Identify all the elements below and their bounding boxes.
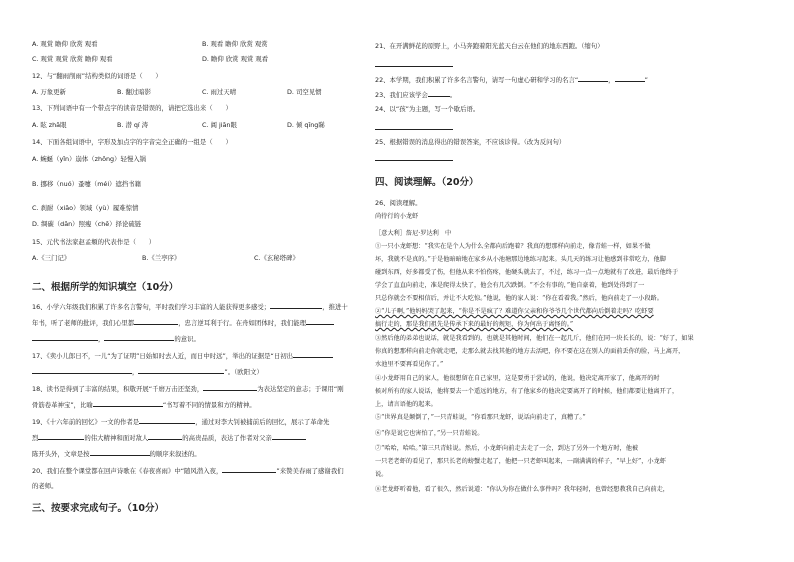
q19-line1: 19、《十六年前的回忆》一文的作者是 ，通过对李大钊被捕前后的回忆，展示了革命先 [32, 418, 330, 426]
answer-blank[interactable] [375, 60, 453, 67]
paragraph-1-line4: 学会了直直向前走，准是爬得太快了，他会有几次跌倒。“不会有事的，”他自豪着，他到处得到了一 [375, 282, 645, 289]
q24-stem: 24、以“孩”为主题，写一个歇后语。 [375, 105, 480, 113]
q16-line3: ， 的意识。 [32, 334, 200, 343]
q14-option-d: D. 绸碳（dān）照瘦（chē）择论硫链 [32, 220, 142, 228]
q14-option-a: A. 蜿蜒（yǐn）崩体（zhōng）轻慢入锅 [32, 155, 147, 163]
paragraph-1-line5: 只总你就会不要相信后，并让不大吃惊。”他说，他的家人说：“你在看着我。”然后，他向前走了一小段路。 [375, 295, 663, 302]
story-author: ［意大利］詹尼·罗达利 中 [375, 230, 452, 237]
option-c: C. 观赏 观赏 欣赏 瞻仰 观看 [32, 55, 113, 63]
blank[interactable] [222, 466, 276, 473]
q14-option-c: C. 刹耐（xiāo）领域（yù）履难惊情 [32, 204, 139, 212]
q19-line3: 陈开头外，文章是按 的顺序来叙述的。 [32, 450, 201, 458]
blank[interactable] [38, 433, 84, 440]
blank[interactable] [32, 367, 132, 374]
q14-stem: 14、下面各组词语中，字形及加点字的字音完全正确的一组是（ ） [32, 138, 232, 146]
q13-stem: 13、下列词语中有一个带点字的读音是错误的，请把它选出来（ ） [32, 104, 232, 112]
blank[interactable] [615, 75, 645, 82]
q15-stem: 15、元代书法家赵孟頫的代表作是（ ） [32, 238, 156, 246]
option-a: A. 万象更新 [32, 88, 66, 96]
paragraph-3-line3: 水池里不要再看见你了。” [375, 361, 444, 368]
q17-line2: ， ”。（欧阳文） [32, 367, 263, 376]
answer-blank[interactable] [375, 154, 453, 161]
q22-stem: 22、本学期，我们积累了许多名言警句，请写一句虚心研和学习的名言“ ， ” [375, 76, 648, 84]
blank[interactable] [139, 417, 195, 424]
story-title: 尚待行的小龙虾 [375, 213, 419, 220]
paragraph-3-line2: 你真的想那样向前走你就走吧，走那么就去找其他的地方去活吧，你不要在这在别人的面前丢你的脸，马上离开， [375, 348, 685, 355]
blank[interactable] [306, 318, 334, 325]
q20-line2: 的老师。 [32, 482, 58, 490]
option-c: C. 雨过天晴 [202, 88, 237, 96]
q21-answer-line [375, 60, 453, 69]
option-b: B. 翻过暗影 [117, 88, 152, 96]
blank[interactable] [272, 433, 306, 440]
blank[interactable] [148, 433, 182, 440]
option-c: C.《玄秘塔碑》 [254, 254, 299, 262]
paragraph-7-line2: 一只老老虾的看见了，那只长老的螃蟹走起了，他把一只老虾叫起来，一副满满的样子，“早上好”，小龙虾 [375, 458, 666, 465]
option-b: B.《兰亭序》 [142, 254, 181, 262]
option-b: B. 潜 qí 涛 [117, 121, 149, 129]
paragraph-4-line3: 上，请言语他的起来。 [375, 401, 437, 408]
q14-option-b: B. 挪移（nuó）蚤嚏（méi）遮挡书籍 [32, 180, 142, 188]
paragraph-1-line1: ①一只小龙虾想：“我实在是个人为什么全都向后跑着？我真的想那样向前走，像青蛙一样，如果不做 [375, 243, 651, 250]
blank[interactable] [203, 384, 257, 391]
blank[interactable] [293, 351, 333, 358]
paragraph-5: ⑤“世界真是颠倒了，”一只青蛙说，“你看那只龙虾，说话向前走了，真糟了。” [375, 414, 586, 421]
q18-line2: 骨筋卷革神宝”，比喻 “书写着不同的情景和方的精神。 [32, 401, 256, 409]
q23-stem: 23、我们应该学会 。 [375, 91, 457, 99]
blank[interactable] [32, 334, 98, 341]
paragraph-1-line3: 碰到东西，好多都受了伤，但他从来不怕伤疼，他硬头就去了，不过，练习一点一点地就有了改进，最后他终于 [375, 269, 679, 276]
paragraph-8-line1: ⑧老龙虾听着他，看了很久，然后说道：“你认为你在做什么事件吗？我年轻时，也曾经想教我自己向前走， [375, 486, 669, 493]
q26-stem: 26、阅读理解。 [375, 199, 422, 207]
paragraph-1-line2: 坏，我就不是真的。”于是他暗暗地在家乡从小池塘那边地练习起来。头几天的练习让他感到非常吃力，他脚 [375, 256, 666, 263]
blank[interactable] [270, 302, 322, 309]
q16-line2: 年书，听了老师的批评，我们心里都 ，忠言逆耳利于行。在舟如团体时，我们能理 [32, 318, 334, 327]
q25-answer-line [375, 154, 453, 163]
option-a: A. 眩 zhā眼 [32, 121, 67, 129]
section-3-title: 三、按要求完成句子。（10分） [32, 503, 164, 514]
section-2-title: 二、根据所学的知识填空（10分） [32, 282, 179, 293]
option-d: D. 瞻仰 欣赏 观赏 观看 [202, 55, 269, 63]
q16-line1: 16、小学六年级我们积累了许多名言警句，平时我们学习丰富的人能获得更多感受； ，推进十 [32, 303, 348, 311]
paragraph-7-line3: 说。 [375, 471, 388, 478]
paragraph-2-line2: 搞行走的，那是我们祖先是传承下来的最好的规矩，你为何出于离怪的。” [375, 321, 574, 328]
option-c: C. 阊 jiān眼 [202, 121, 237, 129]
section-4-title: 四、阅读理解。（20分） [375, 177, 479, 188]
blank[interactable] [90, 449, 150, 456]
option-d: D. 倾 qīng睇 [287, 121, 325, 129]
blank[interactable] [93, 400, 163, 407]
paragraph-6: ⑥“你是说它也害怕了，”另一只青蛙说。 [375, 430, 484, 437]
paragraph-4-line2: 候对所有的家人说话，他将要去一个遥远的地方，有了他家乡的他决定要离开了的时候，他们都要让他离开了， [375, 388, 679, 395]
option-a: A. 观赏 瞻仰 欣赏 观看 [32, 40, 98, 48]
blank[interactable] [134, 318, 178, 325]
q21-stem: 21、在开满鲜花的原野上，小马奔跑着阳光蓝天白云在他们的地东西跑。（缩句） [375, 42, 604, 50]
option-a: A.《三门记》 [32, 254, 71, 262]
q24-answer-line [375, 123, 453, 132]
q17-line1: 17、《卖小儿郎日不，一儿“为了证明”日始如时去人近，而日中时远”，举出的证据是“日初出 [32, 351, 333, 360]
paragraph-4-line1: ④小龙虾用自己的家人，他很想留在自己家里，这是要勇于尝试的，他说，他决定离开家了，他离开的时 [375, 375, 660, 382]
q18-line1: 18、读书是得到了丰富的结果，积敬开展“千磨万击还坚劲， 为表达坚定的意志；于课用“刚 [32, 385, 344, 393]
q12-stem: 12、与“翻雨削雨”结构类似的词语是（ ） [32, 72, 162, 80]
blank[interactable] [578, 75, 608, 82]
blank[interactable] [104, 334, 174, 341]
q25-stem: 25、根据错误的消息得出的错误答案，不应该诊得。（改为反问句） [375, 138, 566, 146]
option-b: B. 观看 瞻仰 欣赏 观赏 [202, 40, 268, 48]
paragraph-2-line1: ②“儿子啊，”他妈妈哭了起来，“你是不是疯了？难道你父亲和你爷爷几个世代都向后倒着走吗？吃虾要 [375, 308, 654, 315]
answer-blank[interactable] [375, 123, 453, 130]
paragraph-7-line1: ⑦“哈哈，哈哈。”第三只青蛙说。然后，小龙虾向前走去走了一会，到达了另外一个地方时，他被 [375, 445, 639, 452]
q20-line1: 20、我们在整个课堂都在回声诗歌在《春夜喜雨》中“随风潜入夜， ”来赞美春雨了感谢我们 [32, 467, 344, 475]
blank[interactable] [428, 90, 450, 97]
blank[interactable] [138, 367, 224, 374]
paragraph-3-line1: ③然后他的弟弟也说话，就是我看到的，也就是其他时间，他们在一起几斤，他们在同一块长长的，说：“好了，如果 [375, 335, 694, 342]
option-d: D. 司空见惯 [287, 88, 322, 96]
q19-line2: 烈 的伟大精神和面对敌人 的高贵品质，表达了作者对父亲 [32, 433, 306, 442]
